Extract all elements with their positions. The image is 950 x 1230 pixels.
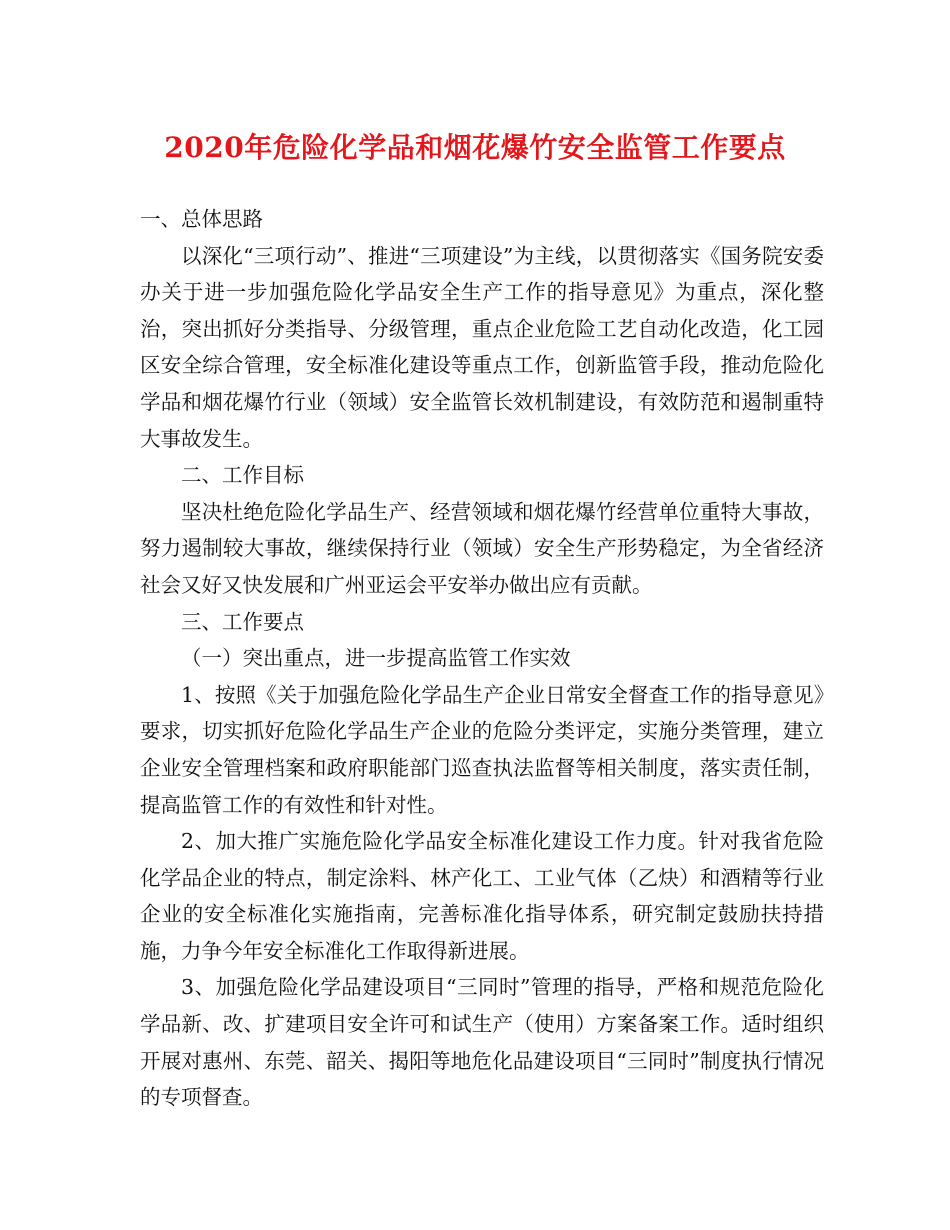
section-heading-work-goals: 二、工作目标 <box>181 463 304 488</box>
document-title: 2020年危险化学品和烟花爆竹安全监管工作要点 <box>164 131 786 164</box>
subsection-heading-focus: （一）突出重点，进一步提高监管工作实效 <box>181 646 571 671</box>
paragraph-item-3: 3、加强危险化学品建设项目“三同时”管理的指导，严格和规范危险化学品新、改、扩建项目安全许可和试生产（使用）方案备案工作。适时组织开展对惠州、东莞、韶关、揭阳等地危化品建设项目“三同时”制度执行情况的专项督查。 <box>140 975 824 1110</box>
paragraph-overall-approach: 以深化“三项行动”、推进“三项建设”为主线，以贯彻落实《国务院安委办关于进一步加强危险化学品安全生产工作的指导意见》为重点，深化整治，突出抓好分类指导、分级管理，重点企业危险工艺自动化改造，化工园区安全综合管理，安全标准化建设等重点工作，创新监管手段，推动危险化学品和烟花爆竹行业（领域）安全监管长效机制建设，有效防范和遏制重特大事故发生。 <box>140 243 824 451</box>
document-body <box>140 201 824 1116</box>
section-heading-work-points: 三、工作要点 <box>181 609 304 634</box>
section-heading-overall-approach: 一、总体思路 <box>140 207 263 231</box>
paragraph-work-goals: 坚决杜绝危险化学品生产、经营领域和烟花爆竹经营单位重特大事故，努力遏制较大事故，继续保持行业（领域）安全生产形势稳定，为全省经济社会又好又快发展和广州亚运会平安举办做出应有贡献。 <box>140 499 824 597</box>
paragraph-item-2: 2、加大推广实施危险化学品安全标准化建设工作力度。针对我省危险化学品企业的特点，制定涂料、林产化工、工业气体（乙炔）和酒精等行业企业的安全标准化实施指南，完善标准化指导体系，研究制定鼓励扶持措施，力争今年安全标准化工作取得新进展。 <box>140 829 824 963</box>
paragraph-item-1: 1、按照《关于加强危险化学品生产企业日常安全督查工作的指导意见》要求，切实抓好危险化学品生产企业的危险分类评定，实施分类管理，建立企业安全管理档案和政府职能部门巡查执法监督等相关制度，落实责任制，提高监管工作的有效性和针对性。 <box>140 682 824 817</box>
